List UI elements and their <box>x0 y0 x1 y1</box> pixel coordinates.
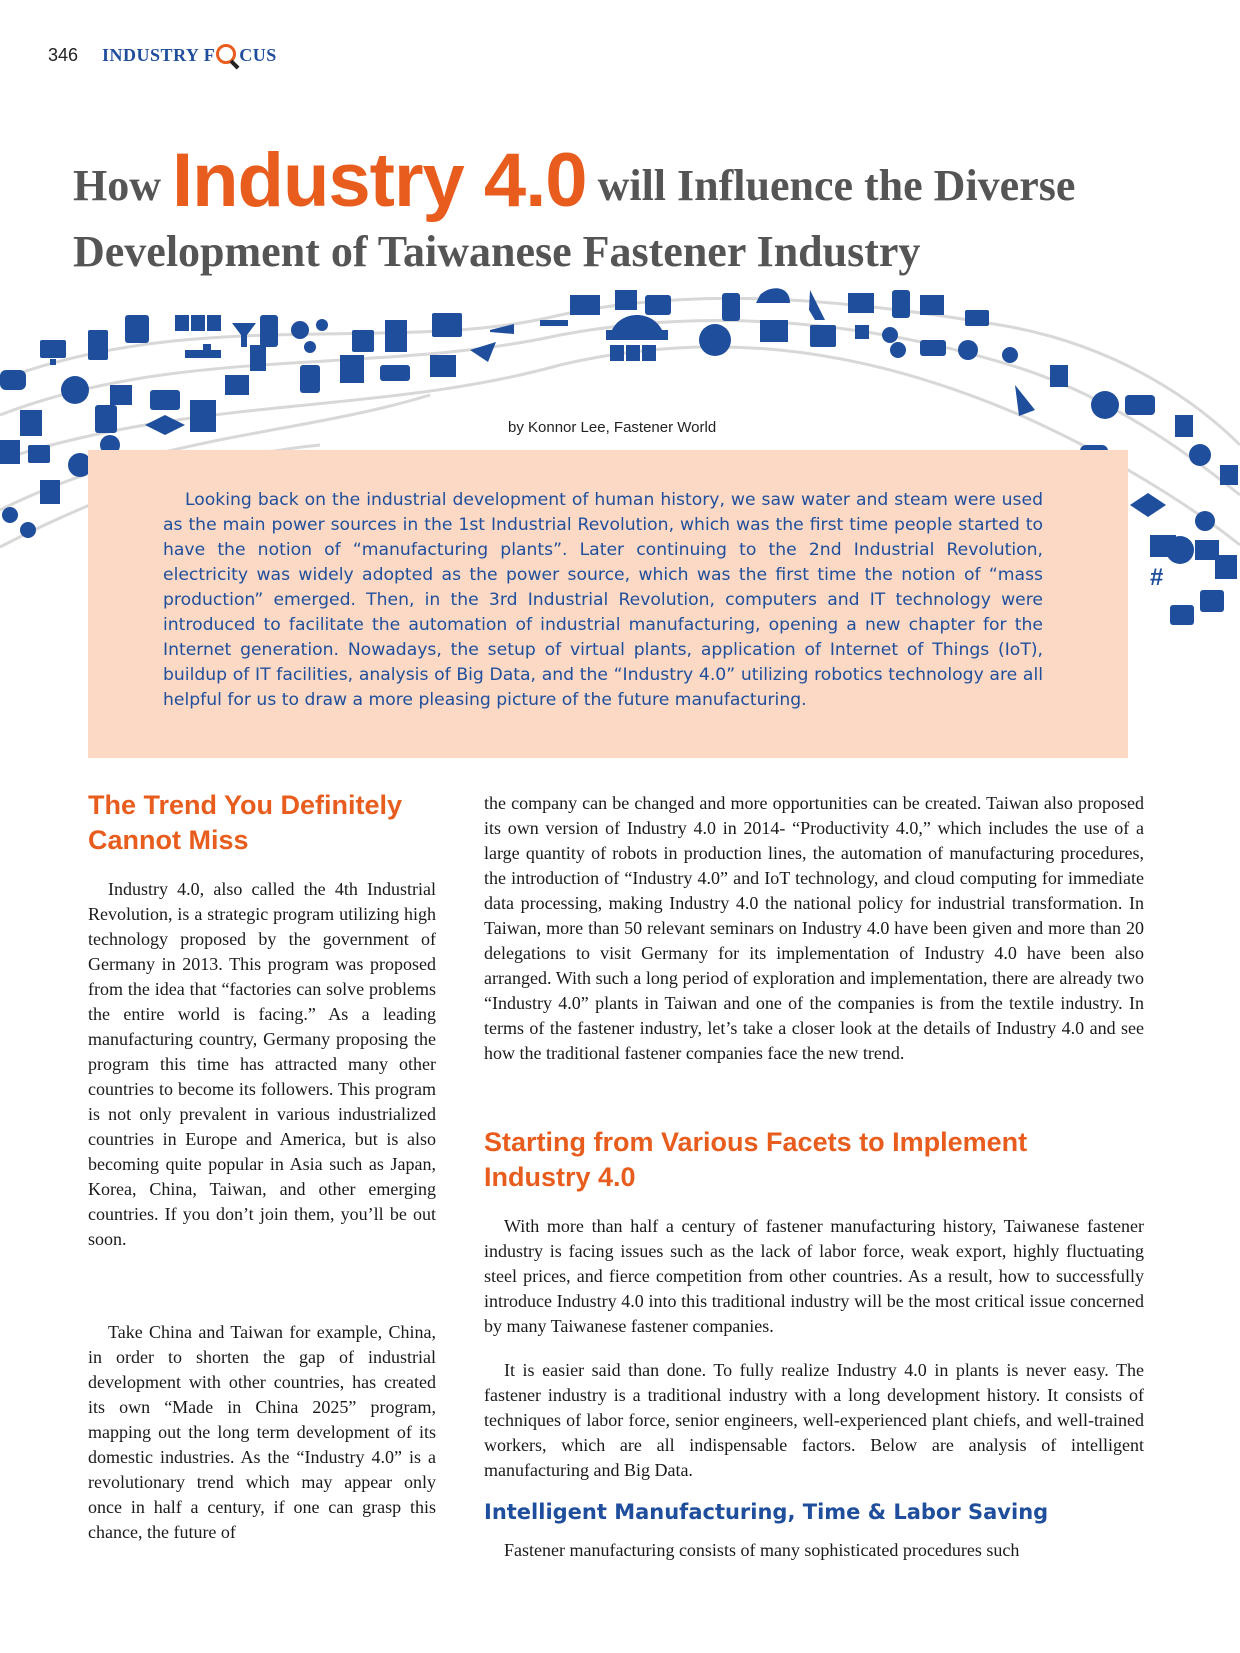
svg-text:#: # <box>1150 564 1164 591</box>
right-paragraph-1: With more than half a century of fastener manufacturing history, Taiwanese fastener industry is facing issues such as the lack of labor force, weak export, highly fluctuating steel prices, and fierce competition from other countries. As a result, how to successfully introduce Industry 4.0 into this traditional industry will be the most critical issue concerned by many Taiwanese fastener companies. <box>484 1216 1144 1336</box>
right-column-heading: Starting from Various Facets to Implement Industry 4.0 <box>484 1127 1028 1192</box>
title-line-2: Development of Taiwanese Fastener Industry <box>73 227 921 277</box>
magnifier-icon <box>216 44 238 66</box>
right-subheading: Intelligent Manufacturing, Time & Labor Saving <box>484 1500 1049 1524</box>
section-label-end: CUS <box>239 44 277 65</box>
title-suffix: will Influence the Diverse <box>597 161 1076 210</box>
page-number: 346 <box>48 44 79 65</box>
page-header <box>48 44 277 66</box>
left-paragraph-1: Industry 4.0, also called the 4th Industrial Revolution, is a strategic program utilizing high technology proposed by the government of Germany in 2013. This program was proposed from the idea that “factories can solve problems the entire world is facing.” As a leading manufacturing country, Germany proposing the program this time has attracted many other countries to become its followers. This program is not only prevalent in various industrialized countries in Europe and America, but is also becoming quite popular in Asia such as Japan, Korea, China, Taiwan, and other emerging countries. If you don’t join them, you’ll be out soon. <box>88 879 436 1249</box>
section-label-start: INDUSTRY F <box>102 44 216 65</box>
left-column-heading: The Trend You Definitely Cannot Miss <box>88 790 403 855</box>
abstract-box <box>88 450 1128 758</box>
title-prefix: How <box>73 161 161 210</box>
section-label <box>102 44 277 66</box>
abstract-text: Looking back on the industrial development of human history, we saw water and steam were used as the main power sources in the 1st Industrial Revolution, which was the first time people started to have the notion of “manufacturing plants”. Later continuing to the 2nd Industrial Revolution, electricity was widely adopted as the power source, which was the first time the notion of “mass production” emerged. Then, in the 3rd Industrial Revolution, computers and IT technology were introduced to facilitate the automation of industrial manufacturing, opening a new chapter for the Internet generation. Nowadays, the setup of virtual plants, application of Internet of Things (IoT), buildup of IT facilities, analysis of Big Data, and the “Industry 4.0” utilizing robotics technology are all helpful for us to draw a more pleasing picture of the future manufacturing. <box>163 490 1043 710</box>
right-last-line: Fastener manufacturing consists of many sophisticated procedures such <box>504 1540 1020 1560</box>
right-paragraph-2: It is easier said than done. To fully realize Industry 4.0 in plants is never easy. The fastener industry is a traditional industry with a long development history. It consists of techniques of labor force, senior engineers, well-experienced plant chiefs, and well-trained workers, which are all indispensable factors. Below are analysis of intelligent manufacturing and Big Data. <box>484 1360 1144 1480</box>
left-paragraph-2: Take China and Taiwan for example, China, in order to shorten the gap of industrial development with other countries, has created its own “Made in China 2025” program, mapping out the long term development of its domestic industries. As the “Industry 4.0” is a revolutionary trend which may appear only once in half a century, if one can grasp this chance, the future of <box>88 1322 436 1542</box>
right-continuation: the company can be changed and more opportunities can be created. Taiwan also proposed its own version of Industry 4.0 in 2014- “Productivity 4.0,” which includes the use of a large quantity of robots in production lines, the automation of manufacturing procedures, the introduction of “Industry 4.0” and IoT technology, and cloud computing for immediate data processing, making Industry 4.0 the national policy for industrial transformation. In Taiwan, more than 50 relevant seminars on Industry 4.0 have been given and more than 20 delegations to visit Germany for its implementation of Industry 4.0 have been also arranged. With such a long period of exploration and implementation, there are already two “Industry 4.0” plants in Taiwan and one of the companies is from the textile industry. In terms of the fastener industry, let’s take a closer look at the details of Industry 4.0 and see how the traditional fastener companies face the new trend. <box>484 793 1144 1063</box>
article-title <box>73 138 1075 276</box>
title-highlight: Industry 4.0 <box>172 138 587 223</box>
byline: by Konnor Lee, Fastener World <box>508 419 717 436</box>
